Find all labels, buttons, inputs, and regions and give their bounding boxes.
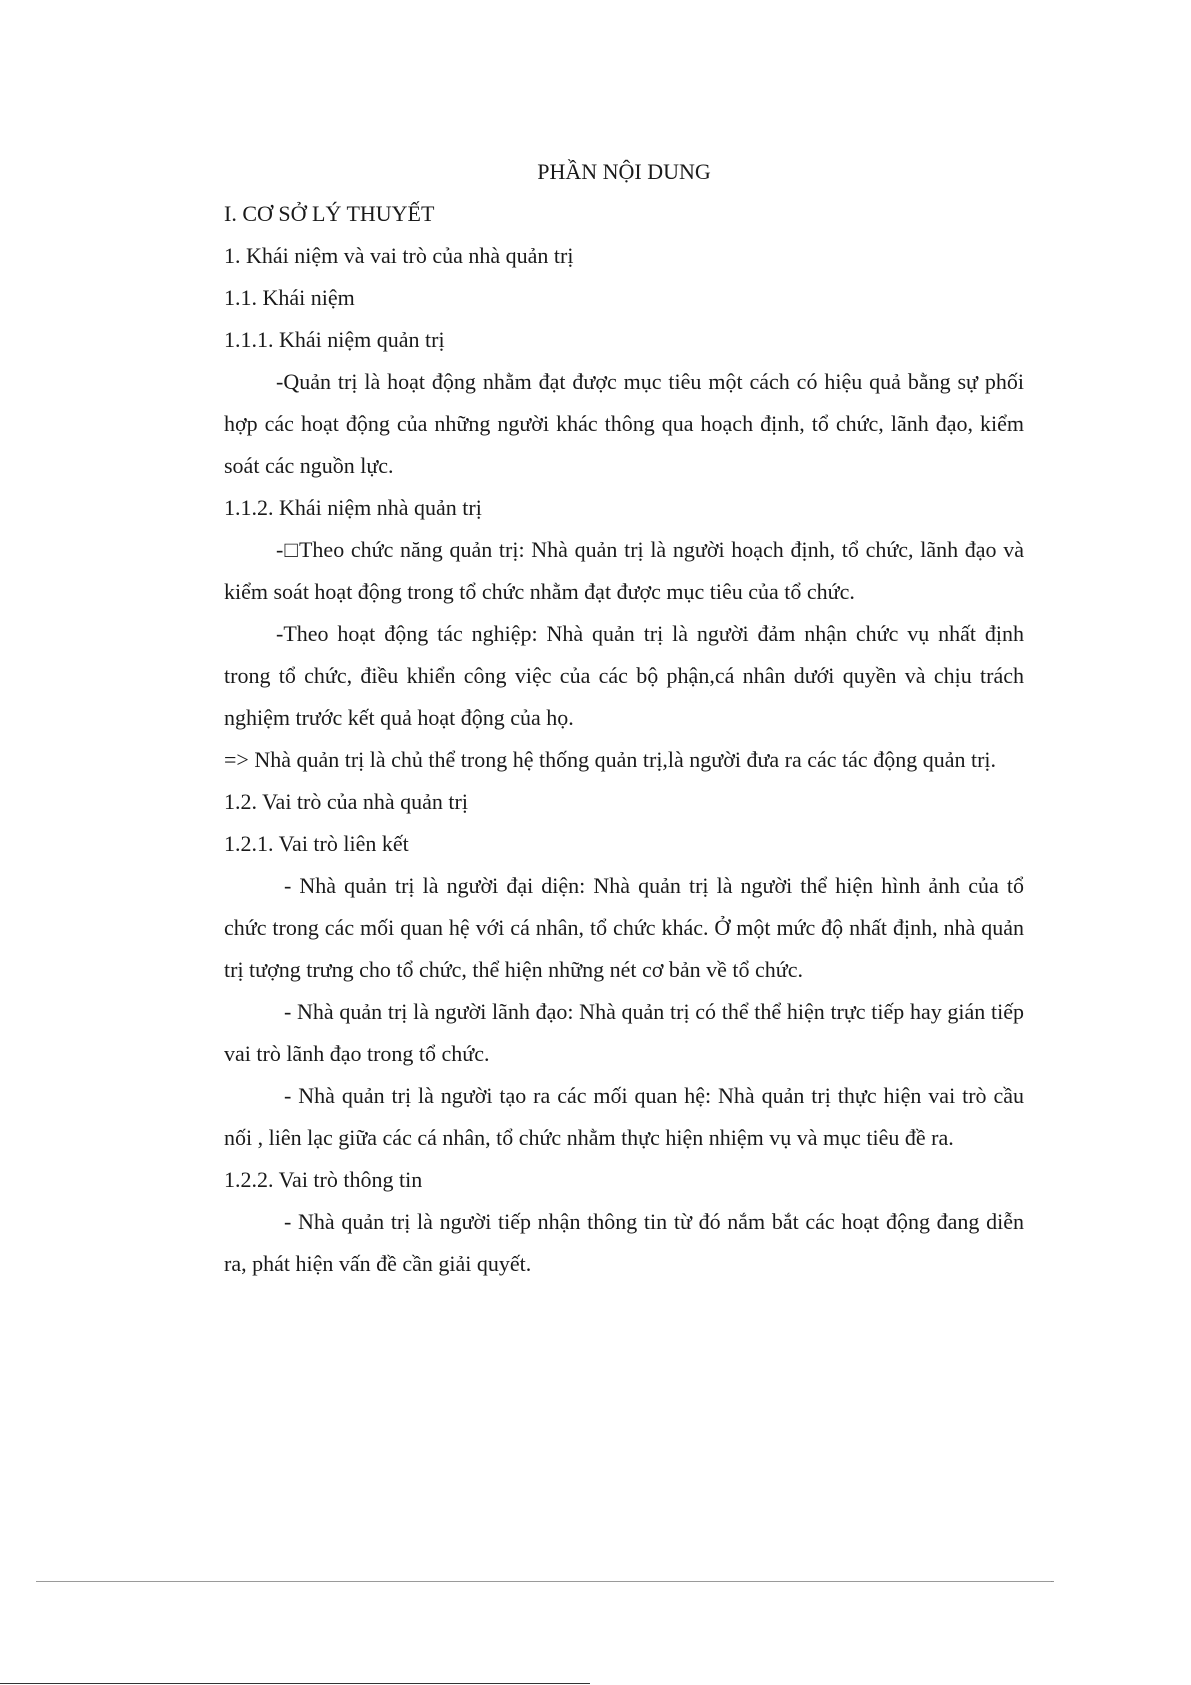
- paragraph-leader-role: - Nhà quản trị là người lãnh đạo: Nhà quản trị có thể thể hiện trực tiếp hay gián tiếp vai trò lãnh đạo trong tổ chức.: [224, 999, 1024, 1066]
- document-body: [224, 151, 1024, 1285]
- paragraph-function-definition: -□Theo chức năng quản trị: Nhà quản trị là người hoạch định, tổ chức, lãnh đạo và kiểm soát hoạt động trong tổ chức nhằm đạt được mục tiêu của tổ chức.: [224, 537, 1024, 604]
- heading-1: 1. Khái niệm và vai trò của nhà quản trị: [224, 243, 574, 268]
- paragraph-representative-role: - Nhà quản trị là người đại diện: Nhà quản trị là người thể hiện hình ảnh của tổ chức trong các mối quan hệ với cá nhân, tổ chức khác. Ở một mức độ nhất định, nhà quản trị tượng trưng cho tổ chức, thể hiện những nét cơ bản về tổ chức.: [224, 873, 1024, 982]
- footer-divider: [36, 1581, 1052, 1582]
- paragraph-liaison-role: - Nhà quản trị là người tạo ra các mối quan hệ: Nhà quản trị thực hiện vai trò cầu nối , liên lạc giữa các cá nhân, tổ chức nhằm thực hiện nhiệm vụ và mục tiêu đề ra.: [224, 1083, 1024, 1150]
- section-heading: I. CƠ SỞ LÝ THUYẾT: [224, 201, 435, 226]
- page-title: PHẦN NỘI DUNG: [537, 159, 711, 184]
- paragraph-conclusion: => Nhà quản trị là chủ thể trong hệ thống quản trị,là người đưa ra các tác động quản trị.: [224, 747, 997, 772]
- footer-mark: -: [1051, 1576, 1055, 1587]
- heading-1-2-2: 1.2.2. Vai trò thông tin: [224, 1167, 423, 1192]
- heading-1-1-1: 1.1.1. Khái niệm quản trị: [224, 327, 445, 352]
- heading-1-2: 1.2. Vai trò của nhà quản trị: [224, 789, 468, 814]
- heading-1-1-2: 1.1.2. Khái niệm nhà quản trị: [224, 495, 482, 520]
- page-edge-line: [0, 1683, 590, 1684]
- paragraph-operational-definition: -Theo hoạt động tác nghiệp: Nhà quản trị là người đảm nhận chức vụ nhất định trong tổ chức, điều khiển công việc của các bộ phận,cá nhân dưới quyền và chịu trách nghiệm trước kết quả hoạt động của họ.: [224, 621, 1024, 730]
- heading-1-2-1: 1.2.1. Vai trò liên kết: [224, 831, 409, 856]
- paragraph-management-definition: -Quản trị là hoạt động nhằm đạt được mục tiêu một cách có hiệu quả bằng sự phối hợp các hoạt động của những người khác thông qua hoạch định, tổ chức, lãnh đạo, kiểm soát các nguồn lực.: [224, 369, 1024, 478]
- paragraph-information-role: - Nhà quản trị là người tiếp nhận thông tin từ đó nắm bắt các hoạt động đang diễn ra, phát hiện vấn đề cần giải quyết.: [224, 1209, 1024, 1276]
- heading-1-1: 1.1. Khái niệm: [224, 285, 355, 310]
